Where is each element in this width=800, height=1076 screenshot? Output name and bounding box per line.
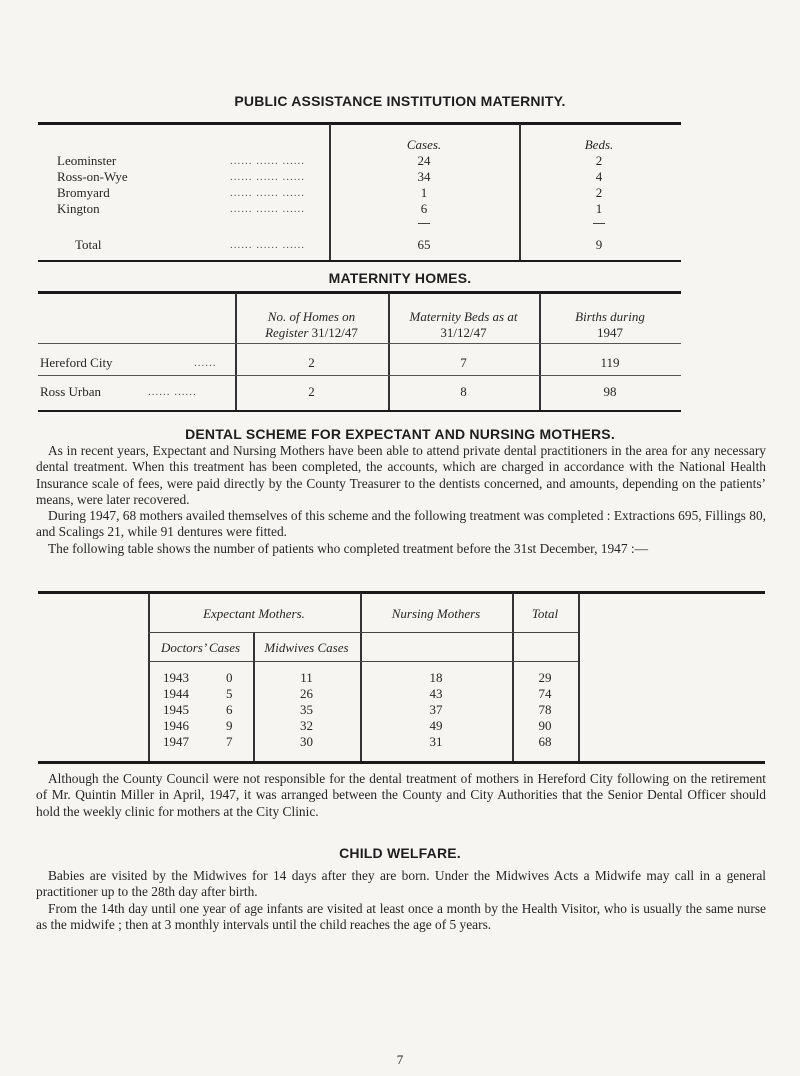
table-cell-beds: 2 — [595, 153, 603, 168]
table-row-label: Kington — [57, 201, 100, 216]
table-cell-year: 1946 — [163, 718, 189, 733]
table-cell-total: 74 — [538, 686, 552, 701]
leader-dots: ...... ...... ...... — [230, 239, 305, 251]
table-bottom-rule — [38, 761, 765, 764]
subheader-doctors: Doctors’ Cases — [160, 640, 241, 655]
dental-followup-text — [36, 771, 766, 820]
row-rule — [38, 375, 681, 376]
table-top-rule — [38, 291, 681, 294]
table-cell-total: 90 — [538, 718, 552, 733]
table-cell-total: 78 — [538, 702, 552, 717]
column-header-nursing: Nursing Mothers — [391, 606, 481, 621]
leader-dots: ...... ...... — [148, 386, 197, 398]
column-header-beds: Beds. — [584, 137, 614, 152]
subtotal-rule — [593, 223, 605, 224]
paragraph: As in recent years, Expectant and Nursing Mothers have been able to attend private dental practitioners in the area for any necessary dental treatment. When this treatment has been completed, the accounts, which are charged in accordance with the National Health Insurance scale of fees, were paid directly by the County Treasurer to the dentists concerned, and amounts, depending on the patients’ means, were later recovered. — [36, 443, 766, 507]
table-cell-year: 1945 — [163, 702, 189, 717]
total-cases: 65 — [417, 237, 431, 252]
table-cell-homes: 2 — [308, 355, 315, 370]
table-cell-midwives: 35 — [300, 702, 313, 717]
table-cell-year: 1943 — [163, 670, 189, 685]
column-header-homes: No. of Homes on — [267, 309, 356, 324]
column-header-total: Total — [531, 606, 559, 621]
section-title-child-welfare: CHILD WELFARE. — [339, 845, 461, 861]
table-cell-doctors: 0 — [226, 670, 233, 685]
register-word: Register — [265, 325, 309, 340]
leader-dots: ...... ...... ...... — [230, 203, 305, 215]
table-cell-cases: 34 — [417, 169, 431, 184]
table-cell-nursing: 43 — [429, 686, 443, 701]
table-cell-births: 119 — [600, 355, 620, 370]
page-number: 7 — [396, 1052, 404, 1067]
leader-dots: ...... ...... ...... — [230, 187, 305, 199]
table-cell-beds: 1 — [595, 201, 603, 216]
table-cell-beds: 2 — [595, 185, 603, 200]
table-bottom-rule — [38, 260, 681, 262]
table-cell-midwives: 30 — [300, 734, 313, 749]
table-cell-cases: 1 — [420, 185, 428, 200]
table-cell-total: 29 — [538, 670, 552, 685]
table-cell-year: 1947 — [163, 734, 189, 749]
section-title-public-assistance: PUBLIC ASSISTANCE INSTITUTION MATERNITY. — [234, 93, 566, 109]
table-cell-nursing: 31 — [429, 734, 443, 749]
header-rule — [148, 632, 578, 633]
table-cell-doctors: 6 — [226, 702, 233, 717]
column-header-births-year: 1947 — [597, 325, 623, 340]
column-header-expectant: Expectant Mothers. — [203, 606, 305, 621]
table-cell-midwives: 11 — [300, 670, 313, 685]
table-cell-beds: 8 — [460, 384, 467, 399]
leader-dots: ...... ...... ...... — [230, 171, 305, 183]
dental-text — [36, 443, 766, 557]
paragraph: During 1947, 68 mothers availed themselves of this scheme and the following treatment was completed : Extractions 695, Fillings 80, and Scalings 21, while 91 dentures were fitted. — [36, 508, 766, 540]
table-cell-year: 1944 — [163, 686, 189, 701]
total-beds: 9 — [595, 237, 603, 252]
table-cell-cases: 6 — [420, 201, 428, 216]
table-cell-doctors: 9 — [226, 718, 233, 733]
subtotal-rule — [418, 223, 430, 224]
child-welfare-text — [36, 868, 766, 933]
table-cell-homes: 2 — [308, 384, 315, 399]
table-cell-births: 98 — [603, 384, 617, 399]
paragraph: Although the County Council were not responsible for the dental treatment of mothers in Hereford City following on the retirement of Mr. Quintin Miller in April, 1947, it was arranged between the County and City Authorities that the Senior Dental Officer should hold the weekly clinic for mothers at the City Clinic. — [36, 771, 766, 819]
leader-dots: ...... — [194, 357, 217, 369]
column-header-beds-date: 31/12/47 — [440, 325, 487, 340]
column-header-cases: Cases. — [406, 137, 442, 152]
paragraph: Babies are visited by the Midwives for 14 days after they are born. Under the Midwives Acts a Midwife may call in a general practitioner up to the 28th day after birth. — [36, 868, 766, 900]
table-row-label: Bromyard — [57, 185, 110, 200]
section-title-dental: DENTAL SCHEME FOR EXPECTANT AND NURSING MOTHERS. — [185, 426, 615, 442]
table-cell-nursing: 37 — [429, 702, 443, 717]
table-top-rule — [38, 122, 681, 125]
table-bottom-rule — [38, 410, 681, 412]
table-cell-cases: 24 — [417, 153, 431, 168]
table-row-label: Leominster — [57, 153, 117, 168]
paragraph: The following table shows the number of patients who completed treatment before the 31st December, 1947 :— — [48, 540, 649, 556]
table-cell-doctors: 5 — [226, 686, 233, 701]
section-title-maternity-homes: MATERNITY HOMES. — [328, 270, 472, 286]
subheader-rule — [148, 661, 578, 662]
table-row-label: Ross Urban — [40, 384, 102, 399]
column-header-births: Births during — [575, 309, 645, 324]
register-date: 31/12/47 — [311, 325, 358, 340]
table-cell-midwives: 26 — [300, 686, 313, 701]
table-row-label: Hereford City — [40, 355, 113, 370]
table-cell-nursing: 18 — [429, 670, 443, 685]
table-cell-total: 68 — [538, 734, 552, 749]
column-header-homes-date — [235, 325, 388, 341]
leader-dots: ...... ...... ...... — [230, 155, 305, 167]
table-cell-beds: 4 — [595, 169, 603, 184]
column-header-beds: Maternity Beds as at — [409, 309, 518, 324]
paragraph: From the 14th day until one year of age infants are visited at least once a month by the Health Visitor, who is usually the same nurse as the midwife ; then at 3 monthly intervals until the child reaches the age of 5 years. — [36, 900, 766, 932]
table-row-label: Ross-on-Wye — [57, 169, 128, 184]
table-cell-nursing: 49 — [429, 718, 443, 733]
header-rule — [38, 343, 681, 344]
total-label: Total — [75, 237, 102, 252]
table-cell-beds: 7 — [460, 355, 467, 370]
table-cell-midwives: 32 — [300, 718, 313, 733]
column-divider — [578, 593, 580, 761]
table-cell-doctors: 7 — [226, 734, 233, 749]
subheader-midwives: Midwives Cases — [264, 640, 349, 655]
